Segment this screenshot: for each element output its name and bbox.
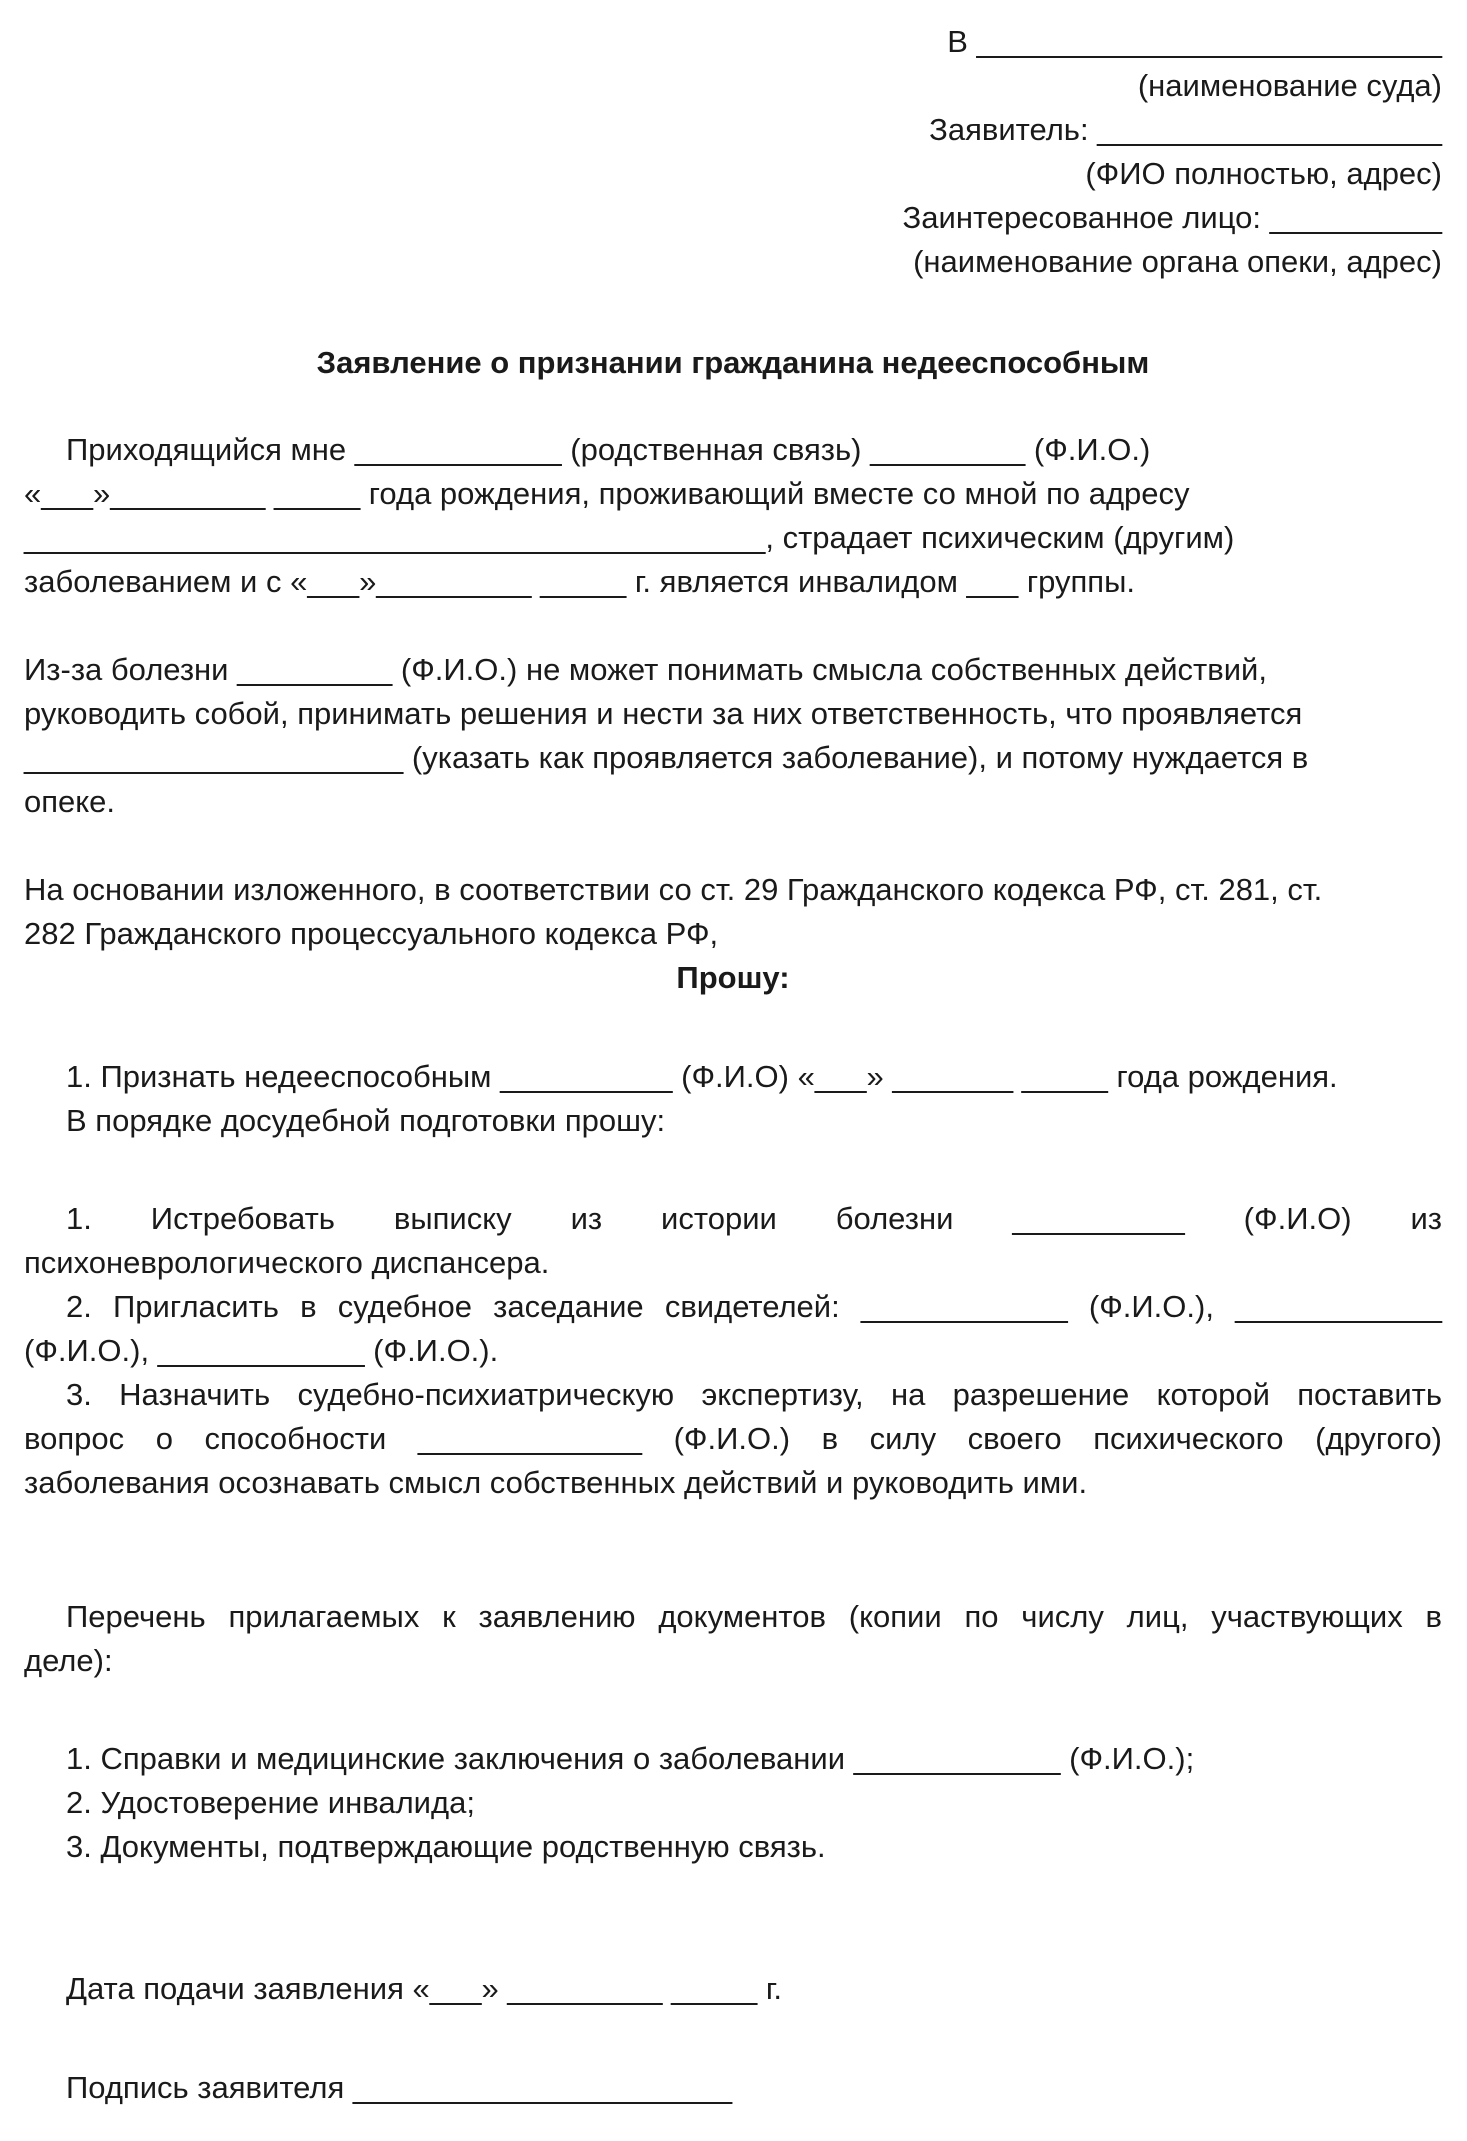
header-block bbox=[842, 20, 1442, 284]
basis-line: На основании изложенного, в соответствии со ст. 29 Гражданского кодекса РФ, ст. 281, ст. bbox=[24, 872, 1323, 907]
intro-line: заболеванием и с «___»_________ _____ г. является инвалидом ___ группы. bbox=[24, 564, 1135, 599]
request-item: 1. Признать недееспособным __________ (Ф.И.О) «___» _______ _____ года рождения. bbox=[66, 1059, 1338, 1094]
court-caption: (наименование суда) bbox=[1137, 68, 1442, 103]
basis-paragraph bbox=[24, 868, 1442, 956]
attachments-block bbox=[24, 1595, 1442, 1683]
intro-line: ___________________________________________, страдает психическим (другим) bbox=[24, 520, 1235, 555]
pretrial-heading: В порядке досудебной подготовки прошу: bbox=[66, 1103, 666, 1138]
court-line: В ___________________________ bbox=[947, 24, 1442, 59]
illness-line: Из-за болезни _________ (Ф.И.О.) не может понимать смысла собственных действий, bbox=[24, 652, 1267, 687]
illness-paragraph bbox=[24, 648, 1442, 824]
pretrial-item-line: 1. Истребовать выписку из истории болезни __________ (Ф.И.О) из bbox=[66, 1201, 1442, 1236]
basis-line: 282 Гражданского процессуального кодекса РФ, bbox=[24, 916, 719, 951]
applicant-caption: (ФИО полностью, адрес) bbox=[1085, 156, 1442, 191]
illness-line: руководить собой, принимать решения и нести за них ответственность, что проявляется bbox=[24, 696, 1303, 731]
pretrial-item-line: психоневрологического диспансера. bbox=[24, 1245, 550, 1280]
pretrial-item-line: (Ф.И.О.), ____________ (Ф.И.О.). bbox=[24, 1333, 499, 1368]
attachment-item: 2. Удостоверение инвалида; bbox=[66, 1785, 475, 1820]
illness-line: опеке. bbox=[24, 784, 116, 819]
intro-paragraph bbox=[24, 428, 1442, 604]
pretrial-item-line: 3. Назначить судебно-психиатрическую экспертизу, на разрешение которой поставить bbox=[66, 1377, 1442, 1412]
attachments-heading-line: деле): bbox=[24, 1643, 113, 1678]
illness-line: ______________________ (указать как проявляется заболевание), и потому нуждается в bbox=[24, 740, 1309, 775]
date-line: Дата подачи заявления «___» _________ _____ г. bbox=[66, 1971, 783, 2006]
request-block bbox=[24, 1055, 1442, 1143]
attachment-item: 3. Документы, подтверждающие родственную связь. bbox=[66, 1829, 826, 1864]
pretrial-item-line: заболевания осознавать смысл собственных действий и руководить ими. bbox=[24, 1465, 1088, 1500]
attachments-heading-line: Перечень прилагаемых к заявлению документов (копии по числу лиц, участвующих в bbox=[66, 1599, 1442, 1634]
interested-party-caption: (наименование органа опеки, адрес) bbox=[913, 244, 1442, 279]
applicant-line: Заявитель: ____________________ bbox=[929, 112, 1442, 147]
pretrial-item-line: 2. Пригласить в судебное заседание свидетелей: ____________ (Ф.И.О.), ____________ bbox=[66, 1289, 1442, 1324]
intro-line: Приходящийся мне ____________ (родственная связь) _________ (Ф.И.О.) bbox=[66, 432, 1151, 467]
request-heading: Прошу: bbox=[676, 960, 790, 995]
pretrial-item-line: вопрос о способности _____________ (Ф.И.О.) в силу своего психического (другого) bbox=[24, 1421, 1442, 1456]
attachment-item: 1. Справки и медицинские заключения о заболевании ____________ (Ф.И.О.); bbox=[66, 1741, 1195, 1776]
document-title: Заявление о признании гражданина недееспособным bbox=[316, 345, 1150, 380]
interested-party-line: Заинтересованное лицо: __________ bbox=[902, 200, 1442, 235]
pretrial-list bbox=[24, 1197, 1442, 1505]
intro-line: «___»_________ _____ года рождения, проживающий вместе со мной по адресу bbox=[24, 476, 1190, 511]
attachments-list bbox=[24, 1737, 1442, 1869]
signature-line: Подпись заявителя ______________________ bbox=[66, 2070, 733, 2105]
